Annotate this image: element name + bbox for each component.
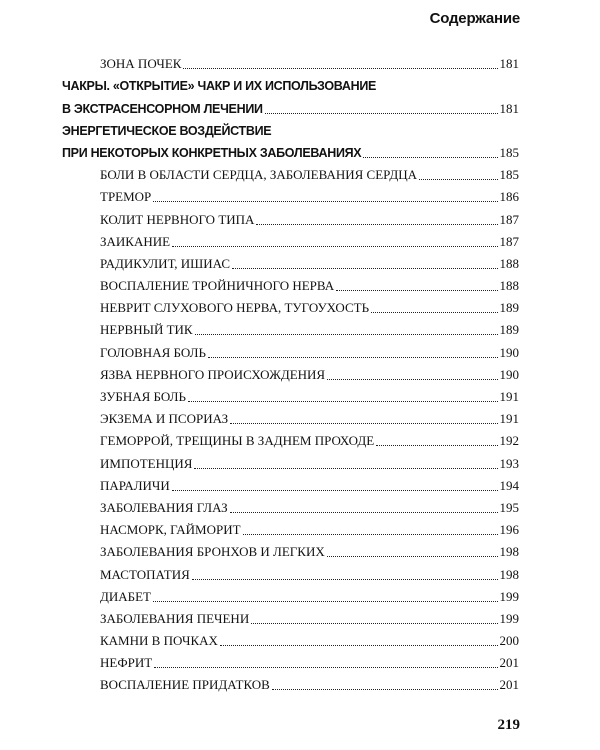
toc-entry-title: ПРИ НЕКОТОРЫХ КОНКРЕТНЫХ ЗАБОЛЕВАНИЯХ [62,145,362,160]
toc-entry [0,405,600,427]
toc-entry-page: 188 [499,278,519,294]
toc-entry-page: 200 [499,633,519,649]
toc-entry-title: ЯЗВА НЕРВНОГО ПРОИСХОЖДЕНИЯ [100,366,326,382]
toc-leader-dots [230,423,497,424]
toc-leader-dots [192,579,498,580]
toc-entry [0,272,600,294]
toc-entry-page: 189 [499,322,519,338]
toc-entry-title: ЗАБОЛЕВАНИЯ БРОНХОВ И ЛЕГКИХ [100,544,325,560]
toc-entry [0,183,600,205]
toc-entry [0,316,600,338]
toc-entry-page: 198 [499,566,519,582]
toc-entry-title: ЗАБОЛЕВАНИЯ ПЕЧЕНИ [100,610,250,626]
toc-entry-page: 199 [499,610,519,626]
toc-entry-page: 198 [499,544,519,560]
running-header: Содержание [429,10,520,27]
toc-entry [0,338,600,360]
toc-leader-dots [272,689,498,690]
toc-heading-energy-line1 [0,117,600,139]
toc-leader-dots [154,667,497,668]
toc-entry-title: НЕРВНЫЙ ТИК [100,322,193,338]
toc-entry-page: 192 [499,433,519,449]
toc-entry [0,161,600,183]
toc-entry-title: ДИАБЕТ [100,588,151,604]
toc-entry-title: ЗУБНАЯ БОЛЬ [100,389,186,404]
toc-entry-title: ЭКЗЕМА И ПСОРИАЗ [100,411,229,427]
toc-entry [0,228,600,250]
toc-leader-dots [243,534,498,535]
toc-entry-title: ВОСПАЛЕНИЕ ТРОЙНИЧНОГО НЕРВА [100,278,335,294]
toc-entry [0,205,600,227]
toc-entry-title: ТРЕМОР [100,189,152,205]
toc-entry-title: ГЕМОРРОЙ, ТРЕЩИНЫ В ЗАДНЕМ ПРОХОДЕ [100,433,375,449]
toc-heading-energy-line2 [0,139,600,161]
toc-entry-page: 191 [499,389,519,404]
toc-leader-dots [336,290,497,291]
toc-entry-title: НЕФРИТ [100,655,153,671]
toc-entry-title: НАСМОРК, ГАЙМОРИТ [100,522,241,538]
toc-leader-dots [172,490,498,491]
toc-entry-page: 190 [499,366,519,382]
toc-entry-title: ИМПОТЕНЦИЯ [100,455,193,471]
toc-leader-dots [208,357,498,358]
toc-entry-page: 195 [499,499,519,515]
toc-heading-chakras-line1 [0,72,600,94]
toc-leader-dots [371,312,497,313]
toc-entry-title: ВОСПАЛЕНИЕ ПРИДАТКОВ [100,677,270,693]
toc-entry-title: ЧАКРЫ. «ОТКРЫТИЕ» ЧАКР И ИХ ИСПОЛЬЗОВАНИЕ [62,79,377,94]
toc-leader-dots [172,246,497,247]
toc-entry-page: 185 [499,144,519,160]
toc-leader-dots [251,623,497,624]
toc-entry-page: 191 [499,411,519,427]
toc-entry [0,494,600,516]
toc-entry [0,671,600,693]
toc-entry [0,627,600,649]
toc-entry-page: 181 [499,56,519,72]
toc-entry [0,250,600,272]
toc-leader-dots [153,201,497,202]
toc-entry-title: ГОЛОВНАЯ БОЛЬ [100,344,206,360]
toc-entry-page: 194 [499,477,519,493]
toc-entry-title: НЕВРИТ СЛУХОВОГО НЕРВА, ТУГОУХОСТЬ [100,300,370,316]
toc-entry-title: ПАРАЛИЧИ [100,477,170,493]
toc-entry-page: 185 [499,167,519,183]
toc-entry-page: 201 [499,677,519,693]
toc-entry [0,383,600,405]
toc-entry-page: 201 [499,655,519,671]
toc-leader-dots [363,157,497,158]
toc-heading-chakras-line2 [0,94,600,116]
toc-leader-dots [265,113,498,114]
toc-entry-page: 181 [499,100,519,116]
toc-entry [0,649,600,671]
toc-entry [0,294,600,316]
toc-entry-title: КОЛИТ НЕРВНОГО ТИПА [100,211,255,227]
toc-entry-page: 189 [499,300,519,316]
toc-entry-page: 188 [499,255,519,271]
toc-leader-dots [232,268,497,269]
toc-entry-page: 193 [499,455,519,471]
toc-entry-page: 186 [499,189,519,205]
toc-entry-title: РАДИКУЛИТ, ИШИАС [100,255,231,271]
toc-entry [0,427,600,449]
toc-entry [0,560,600,582]
page-number: 219 [497,717,520,733]
toc-entry-title: В ЭКСТРАСЕНСОРНОМ ЛЕЧЕНИИ [62,101,263,116]
toc-entry [0,449,600,471]
toc-entry-title: ЗАБОЛЕВАНИЯ ГЛАЗ [100,499,228,515]
toc-entry [0,516,600,538]
toc-entry [0,361,600,383]
toc-entry-page: 187 [499,233,519,249]
toc-entry [0,538,600,560]
toc-leader-dots [327,556,498,557]
toc-entry-page: 196 [499,522,519,538]
toc-leader-dots [195,334,498,335]
toc-leader-dots [188,401,498,402]
toc-leader-dots [153,601,498,602]
toc-leader-dots [327,379,497,380]
toc-leader-dots [256,224,497,225]
toc-leader-dots [220,645,498,646]
toc-leader-dots [419,179,497,180]
toc-leader-dots [376,445,497,446]
toc-entry-page: 190 [499,344,519,360]
toc-leader-dots [230,512,498,513]
toc-entry [0,605,600,627]
toc-entry [0,583,600,605]
toc-entry-title: МАСТОПАТИЯ [100,566,190,582]
toc-entry-title: БОЛИ В ОБЛАСТИ СЕРДЦА, ЗАБОЛЕВАНИЯ СЕРДЦА [100,167,418,183]
toc-entry-title: ЗАИКАНИЕ [100,233,171,249]
toc-entry-title: ЭНЕРГЕТИЧЕСКОЕ ВОЗДЕЙСТВИЕ [62,123,272,138]
toc-entry-title: КАМНИ В ПОЧКАХ [100,633,218,649]
table-of-contents [0,50,600,693]
toc-entry-page: 187 [499,211,519,227]
toc-leader-dots [194,468,497,469]
toc-entry-kidney-zone [0,50,600,72]
toc-leader-dots [183,68,497,69]
toc-entry [0,472,600,494]
toc-entry-title: ЗОНА ПОЧЕК [100,56,182,72]
toc-entry-page: 199 [499,588,519,604]
